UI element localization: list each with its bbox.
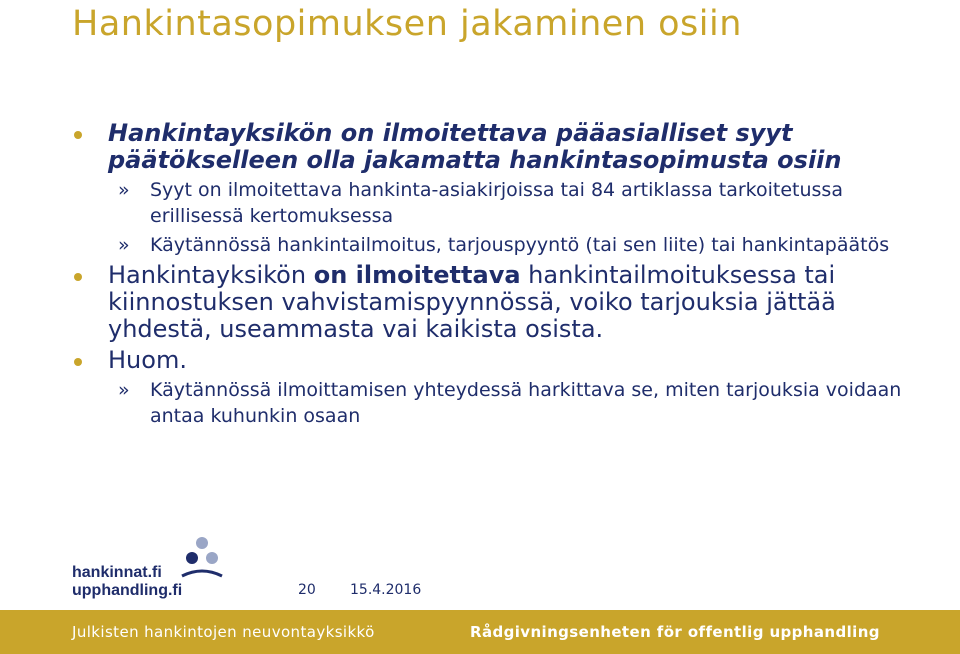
slide-title: Hankintasopimuksen jakaminen osiin xyxy=(72,4,742,44)
bullet-2-pre: Hankintayksikön xyxy=(108,261,314,289)
bullet-1 xyxy=(0,120,928,174)
bullet-3 xyxy=(0,347,928,374)
sub-bullet-1-2-text: Käytännössä hankintailmoitus, tarjouspyyntö (tai sen liite) tai hankintapäätös xyxy=(150,234,890,256)
slide-content xyxy=(0,120,960,429)
bullet-2 xyxy=(0,262,928,343)
bullet-2-post: hankintailmoituksessa tai kiinnostuksen vahvistamispyynnössä, voiko tarjouksia jättää yhdestä, useammasta vai kaikista osista. xyxy=(108,261,836,343)
bullet-2-bold: on ilmoitettava xyxy=(313,261,521,289)
sub-bullet-marker: » xyxy=(118,179,130,201)
bullet-3-text: Huom. xyxy=(108,346,187,374)
hankinnat-logo xyxy=(72,536,232,602)
sub-bullet-1-2 xyxy=(0,232,910,258)
sub-bullet-3-1-text: Käytännössä ilmoittamisen yhteydessä harkittava se, miten tarjouksia voidaan antaa kuhunkin osaan xyxy=(150,379,902,427)
sub-bullet-marker: » xyxy=(118,234,130,256)
footer-right-text: Rådgivningsenheten för offentlig upphandling xyxy=(470,623,880,641)
slide-number: 20 xyxy=(298,582,316,598)
logo-text-fi: hankinnat.fi xyxy=(72,564,162,581)
sub-bullet-1-1-text: Syyt on ilmoitettava hankinta-asiakirjoissa tai 84 artiklassa tarkoitetussa erillisessä kertomuksessa xyxy=(150,179,843,227)
bullet-dot-icon xyxy=(74,358,82,366)
logo-text-sv: upphandling.fi xyxy=(72,582,183,599)
bullet-dot-icon xyxy=(74,131,82,139)
sub-bullet-1-1 xyxy=(0,177,910,229)
sub-bullet-3-1 xyxy=(0,377,910,429)
bullet-1-text: Hankintayksikön on ilmoitettava pääasialliset syyt päätökselleen olla jakamatta hankintasopimusta osiin xyxy=(108,119,842,174)
footer-left-text: Julkisten hankintojen neuvontayksikkö xyxy=(72,623,375,641)
bullet-dot-icon xyxy=(74,273,82,281)
sub-bullet-marker: » xyxy=(118,379,130,401)
footer-bar xyxy=(0,610,960,654)
slide-date: 15.4.2016 xyxy=(350,582,422,598)
logo-dots-icon xyxy=(178,536,234,584)
